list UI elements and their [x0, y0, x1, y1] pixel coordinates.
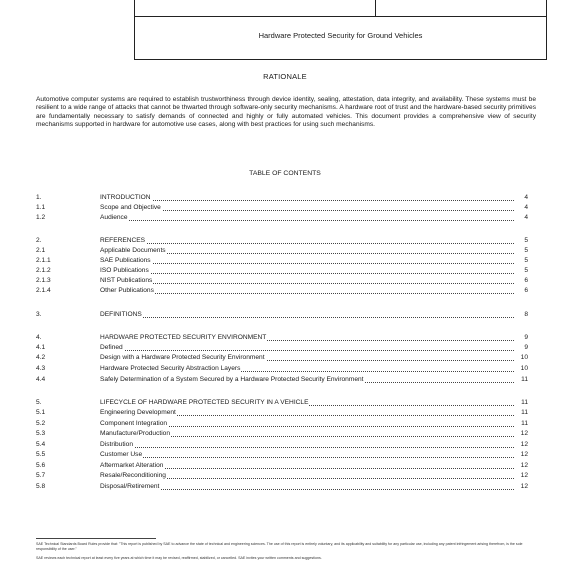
toc-entry-title: Other Publications — [100, 287, 154, 294]
toc-entry-number: 5.4 — [36, 441, 46, 448]
toc-entry-page: 5 — [514, 236, 528, 245]
rationale-heading: RATIONALE — [263, 72, 307, 81]
toc-entry-page: 12 — [514, 440, 528, 449]
header-divider — [375, 0, 376, 17]
toc-entry-number: 5.6 — [36, 462, 46, 469]
toc-entry-title: SAE Publications — [100, 257, 151, 264]
toc-entry-number: 5.7 — [36, 472, 46, 479]
toc-dot-leader — [100, 293, 514, 294]
toc-dot-leader — [100, 263, 514, 264]
toc-entry-page: 12 — [514, 482, 528, 491]
toc-entry-number: 2. — [36, 237, 42, 244]
toc-heading: TABLE OF CONTENTS — [249, 170, 321, 177]
toc-entry-page: 12 — [514, 461, 528, 470]
toc-entry[interactable] — [36, 450, 528, 459]
toc-entry-number: 2.1 — [36, 247, 46, 254]
toc-entry-title: Customer Use — [100, 451, 143, 458]
toc-entry-title: Safely Determination of a System Secured by a Hardware Protected Security Environment — [100, 376, 364, 383]
toc-entry[interactable] — [36, 256, 528, 265]
toc-entry-title: Defined — [100, 344, 123, 351]
toc-entry[interactable] — [36, 461, 528, 470]
toc-entry-page: 12 — [514, 450, 528, 459]
toc-entry-title: LIFECYCLE OF HARDWARE PROTECTED SECURITY IN A VEHICLE — [100, 399, 309, 406]
toc-entry[interactable] — [36, 213, 528, 222]
toc-entry-title: Disposal/Retirement — [100, 483, 160, 490]
toc-entry[interactable] — [36, 375, 528, 384]
toc-entry-page: 11 — [514, 408, 528, 417]
toc-entry[interactable] — [36, 266, 528, 275]
toc-entry[interactable] — [36, 343, 528, 352]
toc-dot-leader — [100, 457, 514, 458]
toc-entry-title: Resale/Reconditioning — [100, 472, 166, 479]
toc-entry-number: 1. — [36, 194, 42, 201]
toc-entry-number: 1.2 — [36, 214, 46, 221]
toc-entry-page: 4 — [514, 203, 528, 212]
toc-dot-leader — [100, 243, 514, 244]
footer-review-note: SAE reviews each technical report at least every five years at which time it may be revised, reaffirmed, stabilized, or cancelled. SAE invites your written comments and suggestions. — [36, 556, 322, 560]
toc-entry-number: 2.1.1 — [36, 257, 51, 264]
toc-entry-page: 9 — [514, 333, 528, 342]
toc-entry[interactable] — [36, 429, 528, 438]
toc-entry-number: 4. — [36, 334, 42, 341]
toc-dot-leader — [100, 489, 514, 490]
toc-entry-page: 12 — [514, 429, 528, 438]
toc-entry[interactable] — [36, 471, 528, 480]
toc-entry-number: 4.3 — [36, 365, 46, 372]
toc-entry-page: 5 — [514, 256, 528, 265]
toc-entry-title: Applicable Documents — [100, 247, 166, 254]
toc-entry-number: 4.2 — [36, 354, 46, 361]
toc-dot-leader — [100, 220, 514, 221]
toc-entry[interactable] — [36, 440, 528, 449]
toc-entry-page: 10 — [514, 353, 528, 362]
footer-rule — [36, 538, 156, 539]
toc-entry-number: 5. — [36, 399, 42, 406]
toc-entry[interactable] — [36, 246, 528, 255]
toc-entry-title: Audience — [100, 214, 128, 221]
toc-entry-page: 12 — [514, 471, 528, 480]
toc-entry-title: Aftermarket Alteration — [100, 462, 164, 469]
toc-entry-title: Hardware Protected Security Abstraction Layers — [100, 365, 241, 372]
toc-entry[interactable] — [36, 364, 528, 373]
toc-entry-title: Component Integration — [100, 420, 168, 427]
toc-entry[interactable] — [36, 286, 528, 295]
toc-dot-leader — [100, 273, 514, 274]
toc-entry-title: HARDWARE PROTECTED SECURITY ENVIRONMENT — [100, 334, 267, 341]
toc-entry-page: 5 — [514, 246, 528, 255]
toc-entry-page: 4 — [514, 213, 528, 222]
toc-dot-leader — [100, 210, 514, 211]
toc-entry-title: INTRODUCTION — [100, 194, 151, 201]
toc-dot-leader — [100, 283, 514, 284]
toc-entry[interactable] — [36, 353, 528, 362]
toc-entry-title: Distribution — [100, 441, 133, 448]
toc-entry[interactable] — [36, 408, 528, 417]
toc-entry-page: 11 — [514, 398, 528, 407]
toc-entry-number: 2.1.4 — [36, 287, 51, 294]
toc-entry[interactable] — [36, 276, 528, 285]
toc-entry-page: 6 — [514, 286, 528, 295]
toc-entry-title: Engineering Development — [100, 409, 176, 416]
toc-entry-title: NIST Publications — [100, 277, 153, 284]
toc-entry-page: 6 — [514, 276, 528, 285]
rationale-text: Automotive computer systems are required to establish trustworthiness through device identity, sealing, attestation, data integrity, and availability. These systems must be resilient to a wide range of attacks that cannot be thwarted through software-only security mechanisms. A hardware root of trust and the hardware-based security primitives are fundamentally necessary to satisfy demands of connected and highly or fully automated vehicles. This document provides a comprehensive view of security mechanisms supported in hardware for automotive use cases, along with best practices for using such mechanisms. — [36, 96, 536, 129]
toc-entry-page: 11 — [514, 419, 528, 428]
toc-entry[interactable] — [36, 398, 528, 407]
toc-entry-title: DEFINITIONS — [100, 311, 142, 318]
header-top-row — [135, 0, 546, 17]
document-title: Hardware Protected Security for Ground Vehicles — [258, 31, 423, 40]
toc-entry-number: 4.4 — [36, 376, 46, 383]
toc-dot-leader — [100, 350, 514, 351]
toc-entry-number: 3. — [36, 311, 42, 318]
toc-entry[interactable] — [36, 419, 528, 428]
toc-entry[interactable] — [36, 482, 528, 491]
toc-entry-title: Manufacture/Production — [100, 430, 171, 437]
toc-entry-number: 2.1.2 — [36, 267, 51, 274]
toc-entry[interactable] — [36, 333, 528, 342]
toc-entry-page: 9 — [514, 343, 528, 352]
toc-entry-page: 5 — [514, 266, 528, 275]
toc-entry[interactable] — [36, 236, 528, 245]
toc-entry-number: 1.1 — [36, 204, 46, 211]
toc-entry-title: Scope and Objective — [100, 204, 161, 211]
toc-entry[interactable] — [36, 193, 528, 202]
toc-entry-title: REFERENCES — [100, 237, 146, 244]
toc-entry-number: 2.1.3 — [36, 277, 51, 284]
toc-entry[interactable] — [36, 203, 528, 212]
toc-entry-number: 4.1 — [36, 344, 46, 351]
document-header-box — [134, 0, 547, 60]
toc-entry-title: Design with a Hardware Protected Security Environment — [100, 354, 265, 361]
toc-entry[interactable] — [36, 310, 528, 319]
footer-disclaimer: SAE Technical Standards Board Rules provide that: "This report is published by SAE to advance the state of technical and engineering sciences. The use of this report is entirely voluntary, and its applicability and suitability for any particular use, including any patent infringement arising therefrom, is the sole responsibility of the user." — [36, 542, 523, 551]
toc-entry-number: 5.1 — [36, 409, 46, 416]
toc-dot-leader — [100, 317, 514, 318]
toc-entry-number: 5.3 — [36, 430, 46, 437]
toc-entry-title: ISO Publications — [100, 267, 149, 274]
toc-entry-page: 11 — [514, 375, 528, 384]
toc-entry-number: 5.5 — [36, 451, 46, 458]
toc-dot-leader — [100, 200, 514, 201]
toc-entry-page: 4 — [514, 193, 528, 202]
toc-entry-page: 10 — [514, 364, 528, 373]
toc-entry-number: 5.8 — [36, 483, 46, 490]
toc-dot-leader — [100, 447, 514, 448]
toc-entry-page: 8 — [514, 310, 528, 319]
toc-entry-number: 5.2 — [36, 420, 46, 427]
